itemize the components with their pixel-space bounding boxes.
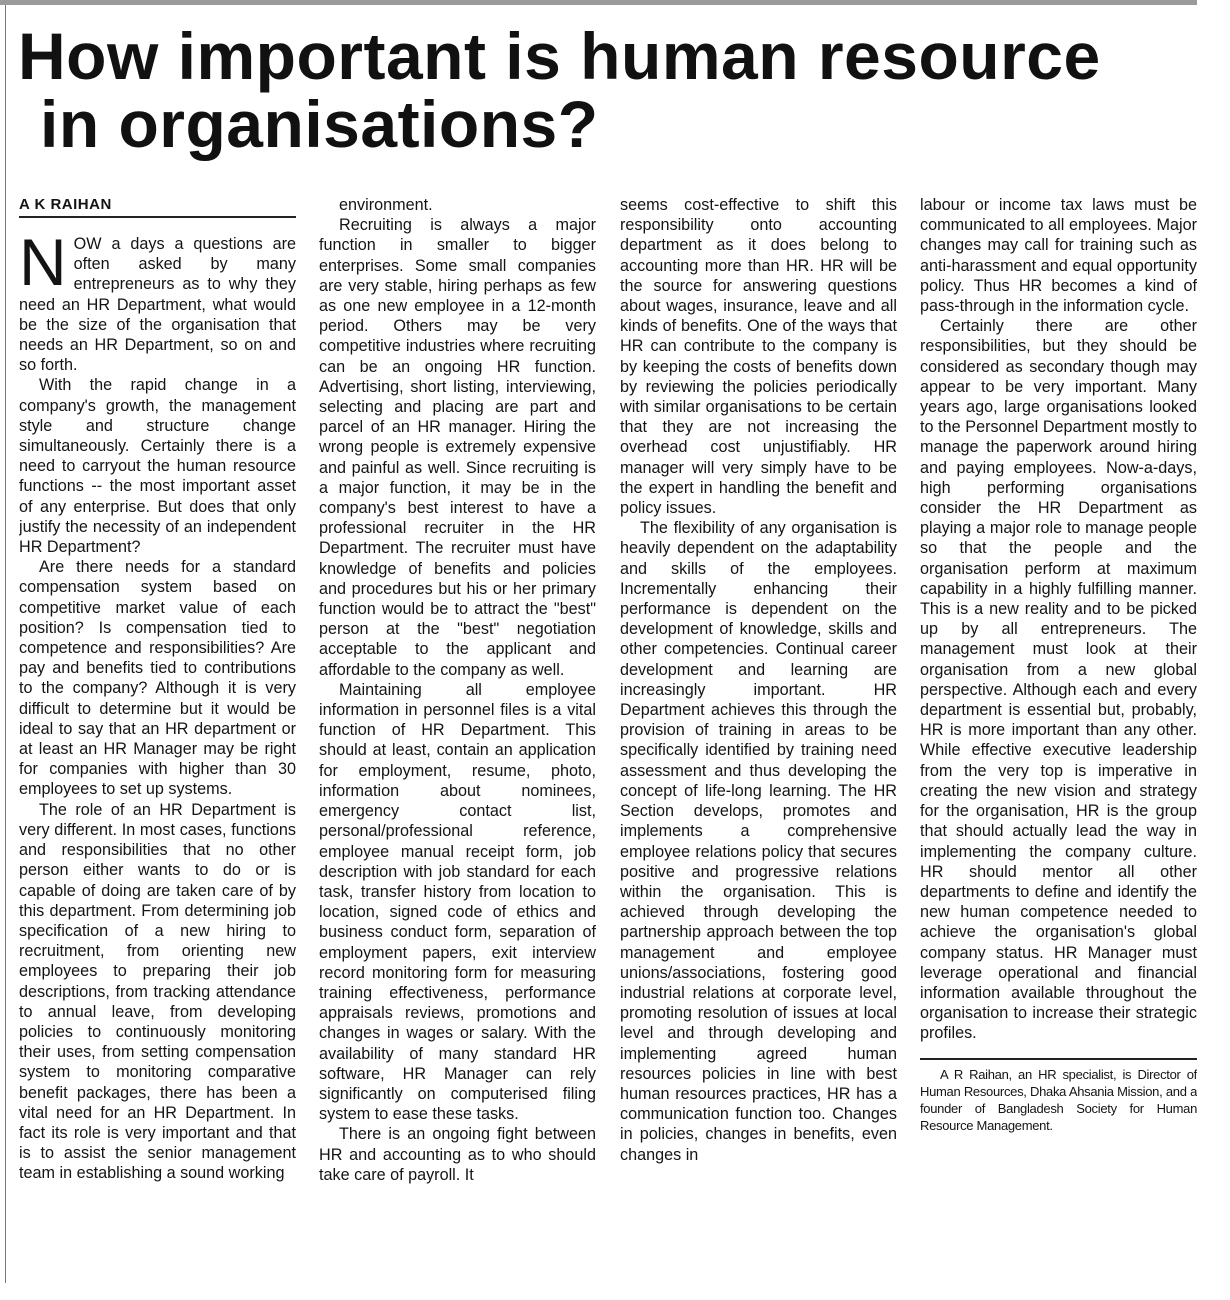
paragraph: There is an ongoing fight between HR and accounting as to who should take care of payroll. It bbox=[319, 1125, 596, 1184]
paragraph: Are there needs for a standard compensation system based on competitive market value of each position? Is compensation tied to competence and responsibilities? Are pay and benefits tied to contributions to the company? Although it is very difficult to determine but it would be ideal to say that an HR department or at least an HR Manager may be right for companies with higher than 30 employees to set up systems. bbox=[19, 558, 296, 799]
opening-paragraph bbox=[19, 225, 296, 375]
byline-divider bbox=[19, 216, 296, 218]
top-border bbox=[0, 0, 1197, 5]
paragraph: With the rapid change in a company's growth, the management style and structure change simultaneously. Certainly there is a need to carryout the human resource functions -- the most important asset of any enterprise. But does that only justify the necessity of an independent HR Department? bbox=[19, 376, 296, 557]
paragraph-continued: labour or income tax laws must be communicated to all employees. Major changes may call for training such as anti-harassment and equal opportunity policy. Thus HR becomes a kind of pass-through in the information cycle. bbox=[920, 196, 1197, 316]
author-note: A R Raihan, an HR specialist, is Director of Human Resources, Dhaka Ahsania Mission, and a founder of Bangladesh Society for Human Resource Management. bbox=[920, 1066, 1197, 1133]
paragraph: The role of an HR Department is very different. In most cases, functions and responsibilities that no other person either wants to do or is capable of doing are taken care of by this department. From determining job specification of a new hiring to recruitment, from orienting new employees to preparing their job descriptions, from tracking attendance to annual leave, from developing policies to continuously monitoring their uses, from setting compensation system to monitoring comparative benefit packages, there has been a vital need for an HR Department. In fact its role is very important and that is to assist the senior management team in establishing a sound working bbox=[19, 800, 296, 1183]
article-column-4 bbox=[920, 195, 1197, 1280]
article-column-3 bbox=[620, 195, 897, 1280]
opening-paragraph-text: OW a days a questions are often asked by many entrepreneurs as to why they need an HR Department, what would be the size of the organisation that needs an HR Department, so on and so forth. bbox=[19, 235, 296, 375]
article-column-1 bbox=[19, 195, 296, 1280]
article-column-2 bbox=[319, 195, 596, 1280]
paragraph: Certainly there are other responsibilities, but they should be considered as secondary though may appear to be very important. Many years ago, large organisations looked to the Personnel Department mostly to manage the paperwork around hiring and paying employees. Now-a-days, high performing organisations consider the HR Department as playing a major role to manage people so that the people and the organisation perform at maximum capability in a highly fulfilling manner. This is a new reality and to be picked up by all entrepreneurs. The management must look at their organisation from a new global perspective. Although each and every department is essential but, probably, HR is more important than any other. While effective executive leadership from the very top is imperative in creating the new vision and strategy for the organisation, HR is the group that should actually lead the way in implementing the company culture. HR should mentor all other departments to define and identify the new human competence needed to achieve the organisation's global company status. HR Manager must leverage operational and financial information available throughout the organisation to increase their strategic profiles. bbox=[920, 317, 1197, 1043]
author-note-divider bbox=[920, 1058, 1197, 1060]
paragraph: Maintaining all employee information in personnel files is a vital function of HR Department. This should at least, contain an application for employment, resume, photo, information about nominees, emergency contact list, personal/professional reference, employee manual receipt form, job description with job standard for each task, transfer history from location to location, signed code of ethics and business conduct form, separation of employment papers, exit interview record monitoring form for measuring training effectiveness, performance appraisals reviews, promotions and changes in wages or salary. With the availability of many standard HR software, HR Manager can rely significantly on computerised filing system to ease these tasks. bbox=[319, 680, 596, 1124]
paragraph-continued: environment. bbox=[339, 196, 433, 214]
drop-cap: N bbox=[19, 225, 67, 299]
headline-line-1: How important is human resource bbox=[18, 19, 1101, 93]
headline-line-2: in organisations? bbox=[40, 87, 599, 161]
article-headline bbox=[18, 19, 1208, 161]
left-border bbox=[5, 5, 6, 1283]
byline: A K RAIHAN bbox=[19, 196, 112, 213]
paragraph-continued: seems cost-effective to shift this responsibility onto accounting department as it does belong to accounting more than HR. HR will be the source for answering questions about wages, insurance, leave and all kinds of benefits. One of the ways that HR can contribute to the company is by keeping the costs of benefits down by reviewing the policies periodically with similar organisations to be certain that they are not increasing the overhead cost unjustifiably. HR manager will very simply have to be the expert in handling the benefit and policy issues. bbox=[620, 196, 897, 518]
paragraph: Recruiting is always a major function in smaller to bigger enterprises. Some small companies are very stable, hiring perhaps as few as one new employee in a 12-month period. Others may be very competitive industries where recruiting can be an ongoing HR function. Advertising, short listing, interviewing, selecting and placing are part and parcel of an HR manager. Hiring the wrong people is extremely expensive and painful as well. Since recruiting is a major function, it may be in the company's best interest to have a professional recruiter in the HR Department. The recruiter must have knowledge of benefits and policies and procedures but his or her primary function would be to attract the "best" person at the "best" negotiation acceptable to the applicant and affordable to the company as well. bbox=[319, 216, 596, 679]
paragraph: The flexibility of any organisation is heavily dependent on the adaptability and skills of the employees. Incrementally enhancing their performance is dependent on the development of knowledge, skills and other competencies. Continual career development and learning are increasingly important. HR Department achieves this through the provision of training in areas to be specifically identified by training need assessment and thus developing the concept of life-long learning. The HR Section develops, promotes and implements a comprehensive employee relations policy that secures positive and progressive relations within the organisation. This is achieved through developing the partnership approach between the top management and employee unions/associations, fostering good industrial relations at corporate level, promoting resolution of issues at local level and through developing and implementing agreed human resources policies in line with best human resources practices, HR has a communication function too. Changes in policies, changes in benefits, even changes in bbox=[620, 519, 897, 1164]
